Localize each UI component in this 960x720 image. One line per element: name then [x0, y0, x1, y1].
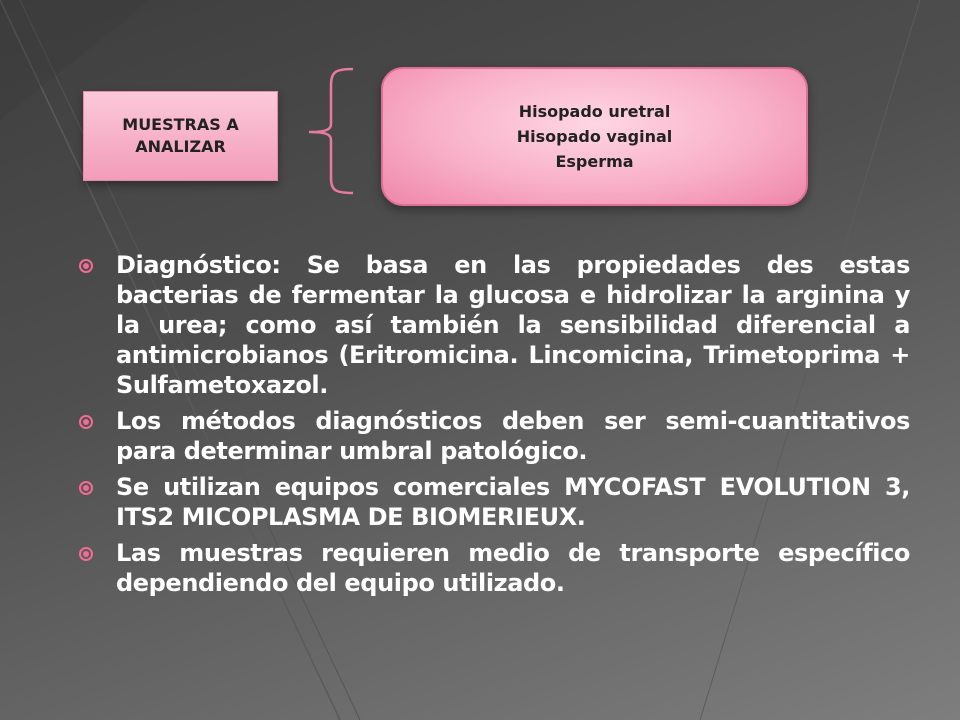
circle-bullet-icon — [78, 406, 116, 434]
sample-types-box — [381, 67, 808, 206]
sample-item: Hisopado vaginal — [516, 127, 673, 146]
samples-label: MUESTRAS A ANALIZAR — [122, 115, 239, 156]
bullet-list — [78, 250, 910, 604]
circle-bullet-icon — [78, 538, 116, 566]
circle-bullet-icon — [78, 472, 116, 500]
bracket-connector — [305, 66, 355, 196]
bullet-item — [78, 538, 910, 598]
sample-item: Hisopado uretral — [518, 102, 671, 121]
bullet-text: Las muestras requieren medio de transporte específico dependiendo del equipo utilizado. — [116, 539, 910, 597]
bullet-item — [78, 472, 910, 532]
bullet-item — [78, 250, 910, 400]
sample-item: Esperma — [555, 152, 634, 171]
bullet-text: Diagnóstico: Se basa en las propiedades des estas bacterias de fermentar la glucosa e hidrolizar la arginina y la urea; como así también la sensibilidad diferencial a antimicrobianos (Eritromicina. Lincomicina, Trimetoprima + Sulfametoxazol. — [116, 251, 910, 399]
bullet-item — [78, 406, 910, 466]
samples-label-box — [83, 91, 278, 181]
bullet-text: Los métodos diagnósticos deben ser semi-cuantitativos para determinar umbral patológico. — [116, 407, 910, 465]
circle-bullet-icon — [78, 250, 116, 278]
bullet-text: Se utilizan equipos comerciales MYCOFAST EVOLUTION 3, ITS2 MICOPLASMA DE BIOMERIEUX. — [116, 473, 910, 531]
